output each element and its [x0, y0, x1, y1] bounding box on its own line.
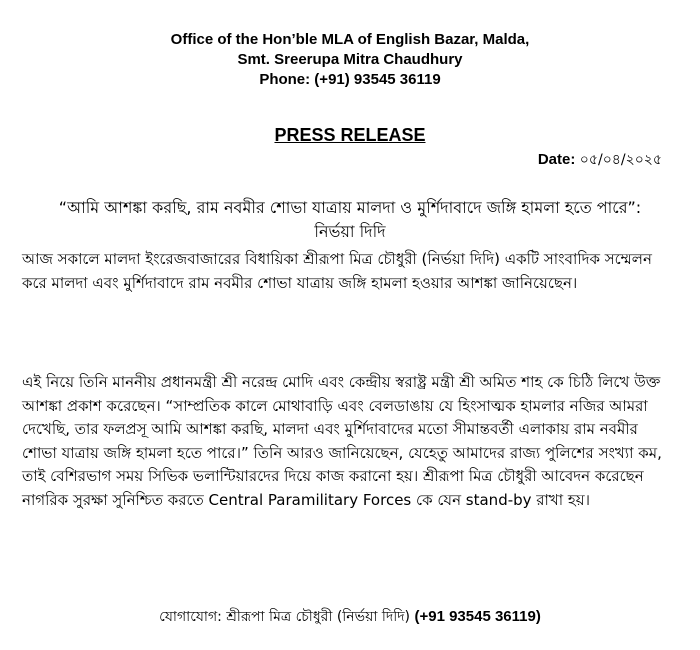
mla-name: Smt. Sreerupa Mitra Chaudhury: [237, 51, 463, 68]
date-label: Date:: [537, 151, 576, 168]
document-title: PRESS RELEASE: [274, 125, 426, 145]
release-date: [538, 150, 662, 170]
contact-label: যোগাযোগ: শ্রীরূপা মিত্র চৌধুরী (নির্ভয়া দিদি): [159, 609, 411, 625]
headline-quote: “আমি আশঙ্কা করছি, রাম নবমীর শোভা যাত্রায় মালদা ও মুর্শিদাবাদে জঙ্গি হামলা হতে পারে”:: [58, 198, 642, 217]
office-phone: Phone: (+91) 93545 36119: [259, 71, 441, 88]
contact-line: [0, 607, 700, 627]
date-value: ০৫/০৪/২০২৫: [579, 152, 662, 168]
headline: [24, 196, 676, 244]
headline-attribution: নির্ভয়া দিদি: [314, 222, 386, 241]
body-paragraph-1: আজ সকালে মালদা ইংরেজবাজারের বিধায়িকা শ্রীরূপা মিত্র চৌধুরী (নির্ভয়া দিদি) একটি সাংবাদিক সম্মেলন করে মালদা এবং মুর্শিদাবাদে রাম নবমীর শোভা যাত্রায় জঙ্গি হামলা হওয়ার আশঙ্কা জানিয়েছেন।: [22, 250, 652, 292]
body-paragraph-2: এই নিয়ে তিনি মাননীয় প্রধানমন্ত্রী শ্রী নরেন্দ্র মোদি এবং কেন্দ্রীয় স্বরাষ্ট্র মন্ত্রী শ্রী অমিত শাহ কে চিঠি লিখে উক্ত আশঙ্কা প্রকাশ করেছেন। “সাম্প্রতিক কালে মোথাবাড়ি এবং বেলডাঙায় যে হিংসাত্মক হামলার নজির আমরা দেখেছি, তার ফলপ্রসূ আমি আশঙ্কা করছি, মালদা এবং মুর্শিদাবাদের মতো সীমান্তবর্তী এলাকায় রাম নবমীর শোভা যাত্রায় জঙ্গি হামলা হতে পারে।” তিনি আরও জানিয়েছেন, যেহেতু আমাদের রাজ্য পুলিশের সংখ্যা কম, তাই বেশিরভাগ সময় সিভিক ভলান্টিয়ারদের দিয়ে কাজ করানো হয়। শ্রীরূপা মিত্র চৌধুরী আবেদন করেছেন নাগরিক সুরক্ষা সুনিশ্চিত করতে Central Paramilitary Forces কে যেন stand-by রাখা হয়।: [22, 373, 662, 509]
contact-phone: (+91 93545 36119): [414, 608, 541, 625]
office-line: Office of the Hon’ble MLA of English Bazar, Malda,: [170, 31, 530, 48]
letterhead: [0, 30, 700, 90]
